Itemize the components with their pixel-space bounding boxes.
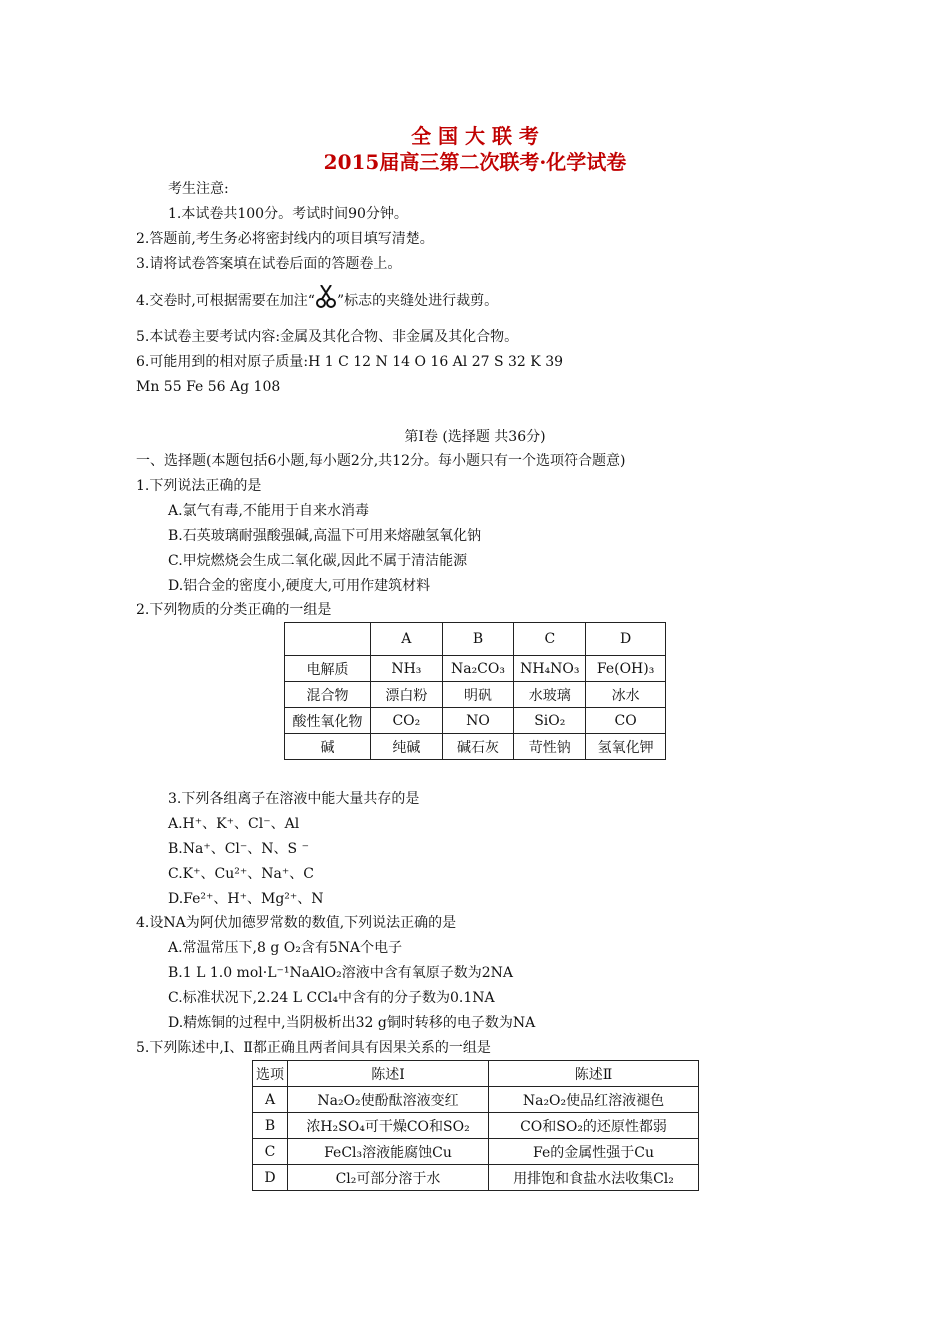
notice-item-2: 2.答题前,考生务必将密封线内的项目填写清楚。 — [136, 231, 434, 247]
q5-statements-table — [252, 1060, 699, 1191]
table-cell: Na₂O₂使品红溶液褪色 — [489, 1087, 699, 1113]
table-row — [285, 734, 666, 760]
q4-option-a: A.常温常压下,8 g O₂含有5NA个电子 — [168, 940, 403, 956]
table-cell: 碱 — [285, 734, 371, 760]
q4-option-b: B.1 L 1.0 mol·L⁻¹NaAlO₂溶液中含有氧原子数为2NA — [168, 965, 514, 981]
table-header-cell: D — [586, 623, 666, 656]
q3-option-d: D.Fe²⁺、H⁺、Mg²⁺、N — [168, 891, 324, 907]
table-cell: 纯碱 — [371, 734, 442, 760]
table-cell: 水玻璃 — [514, 682, 586, 708]
table-cell: 冰水 — [586, 682, 666, 708]
table-cell: 混合物 — [285, 682, 371, 708]
exam-series-title: 全 国 大 联 考 — [411, 124, 539, 148]
table-header-cell: B — [442, 623, 514, 656]
table-row — [285, 656, 666, 682]
q3-option-c: C.K⁺、Cu²⁺、Na⁺、C — [168, 866, 314, 882]
notice-item-4-before: 4.交卷时,可根据需要在加注“ — [136, 293, 315, 309]
table-row — [253, 1113, 699, 1139]
q4-stem: 4.设NA为阿伏加德罗常数的数值,下列说法正确的是 — [136, 915, 457, 931]
table-cell: FeCl₃溶液能腐蚀Cu — [288, 1139, 489, 1165]
table-row — [253, 1165, 699, 1191]
q1-option-a: A.氯气有毒,不能用于自来水消毒 — [168, 503, 370, 519]
table-header-row — [285, 623, 666, 656]
q2-classification-table — [284, 622, 666, 760]
q4-option-d: D.精炼铜的过程中,当阴极析出32 g铜时转移的电子数为NA — [168, 1015, 536, 1031]
q1-option-b: B.石英玻璃耐强酸强碱,高温下可用来熔融氢氧化钠 — [168, 528, 482, 544]
table-header-cell — [285, 623, 371, 656]
q3-option-b: B.Na⁺、Cl⁻、N、S ⁻ — [168, 841, 309, 857]
table-cell: 电解质 — [285, 656, 371, 682]
table-row — [253, 1087, 699, 1113]
table-cell: NH₄NO₃ — [514, 656, 586, 682]
notice-item-3: 3.请将试卷答案填在试卷后面的答题卷上。 — [136, 256, 402, 272]
q2-stem: 2.下列物质的分类正确的一组是 — [136, 602, 332, 618]
table-cell: A — [253, 1087, 288, 1113]
table-cell: 苛性钠 — [514, 734, 586, 760]
table-header-cell: A — [371, 623, 442, 656]
table-header-cell: 陈述Ⅰ — [288, 1061, 489, 1087]
notice-item-4-after: ”标志的夹缝处进行裁剪。 — [336, 293, 499, 309]
table-header-cell: 选项 — [253, 1061, 288, 1087]
scissors-icon — [315, 285, 337, 305]
notice-item-4 — [136, 285, 498, 310]
notice-item-1: 1.本试卷共100分。考试时间90分钟。 — [168, 206, 408, 222]
table-row — [285, 708, 666, 734]
page-title: 2015届高三第二次联考·化学试卷 — [323, 150, 627, 174]
table-cell: B — [253, 1113, 288, 1139]
part-instructions: 一、选择题(本题包括6小题,每小题2分,共12分。每小题只有一个选项符合题意) — [136, 453, 626, 469]
notice-item-6-continued: Mn 55 Fe 56 Ag 108 — [136, 379, 281, 395]
table-cell: 明矾 — [442, 682, 514, 708]
table-cell: Cl₂可部分溶于水 — [288, 1165, 489, 1191]
table-cell: NO — [442, 708, 514, 734]
table-cell: Fe的金属性强于Cu — [489, 1139, 699, 1165]
q3-stem: 3.下列各组离子在溶液中能大量共存的是 — [168, 791, 420, 807]
section-title: 第Ⅰ卷 (选择题 共36分) — [404, 429, 546, 445]
table-cell: CO — [586, 708, 666, 734]
table-cell: 氢氧化钾 — [586, 734, 666, 760]
table-cell: 浓H₂SO₄可干燥CO和SO₂ — [288, 1113, 489, 1139]
table-cell: CO₂ — [371, 708, 442, 734]
q1-option-d: D.铝合金的密度小,硬度大,可用作建筑材料 — [168, 578, 431, 594]
q1-stem: 1.下列说法正确的是 — [136, 478, 262, 494]
table-row — [285, 682, 666, 708]
table-cell: 漂白粉 — [371, 682, 442, 708]
q5-stem: 5.下列陈述中,Ⅰ、Ⅱ都正确且两者间具有因果关系的一组是 — [136, 1040, 491, 1056]
q1-option-c: C.甲烷燃烧会生成二氧化碳,因此不属于清洁能源 — [168, 553, 468, 569]
notice-item-5: 5.本试卷主要考试内容:金属及其化合物、非金属及其化合物。 — [136, 329, 519, 345]
table-header-row — [253, 1061, 699, 1087]
table-header-cell: C — [514, 623, 586, 656]
table-cell: SiO₂ — [514, 708, 586, 734]
notice-heading: 考生注意: — [168, 181, 229, 197]
q4-option-c: C.标准状况下,2.24 L CCl₄中含有的分子数为0.1NA — [168, 990, 495, 1006]
table-cell: Na₂CO₃ — [442, 656, 514, 682]
table-cell: CO和SO₂的还原性都弱 — [489, 1113, 699, 1139]
table-cell: NH₃ — [371, 656, 442, 682]
notice-item-6: 6.可能用到的相对原子质量:H 1 C 12 N 14 O 16 Al 27 S 32 K 39 — [136, 354, 564, 370]
table-cell: C — [253, 1139, 288, 1165]
table-header-cell: 陈述Ⅱ — [489, 1061, 699, 1087]
table-row — [253, 1139, 699, 1165]
table-cell: Fe(OH)₃ — [586, 656, 666, 682]
table-cell: D — [253, 1165, 288, 1191]
table-cell: 碱石灰 — [442, 734, 514, 760]
table-cell: Na₂O₂使酚酞溶液变红 — [288, 1087, 489, 1113]
table-cell: 用排饱和食盐水法收集Cl₂ — [489, 1165, 699, 1191]
q3-option-a: A.H⁺、K⁺、Cl⁻、Al — [168, 816, 300, 832]
table-cell: 酸性氧化物 — [285, 708, 371, 734]
